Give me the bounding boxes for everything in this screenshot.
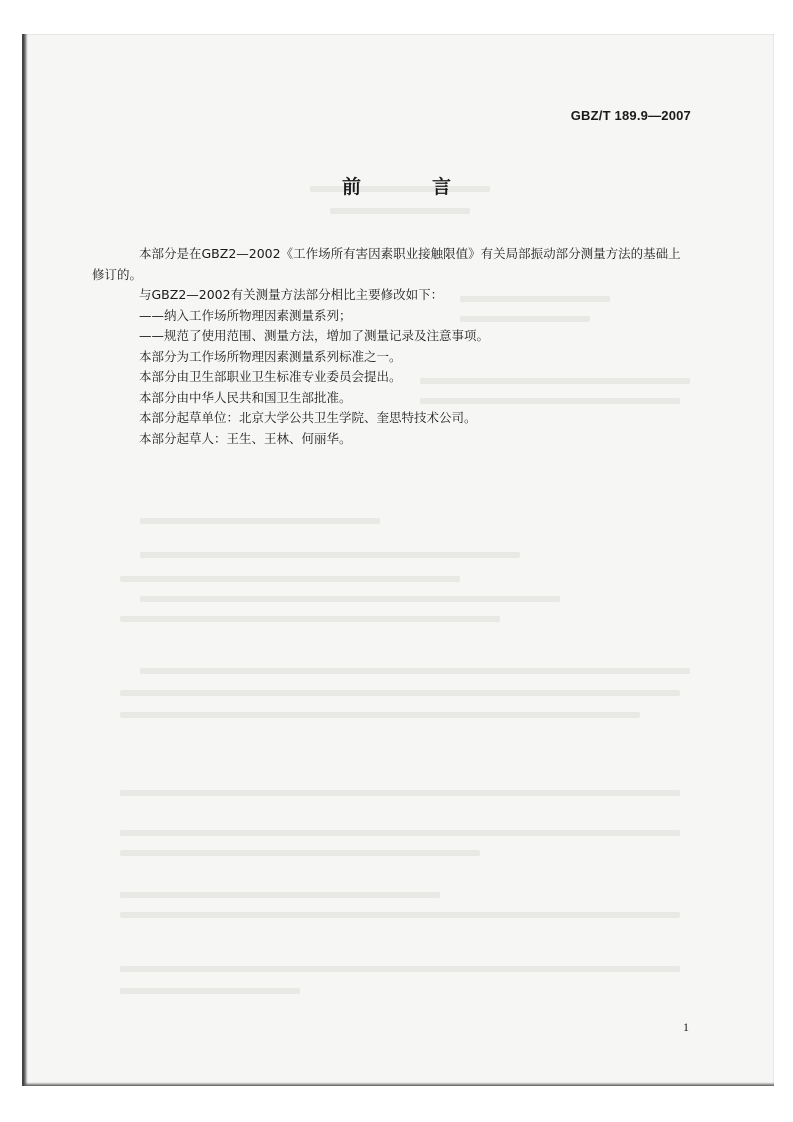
statement-line: 本部分为工作场所物理因素测量系列标准之一。 bbox=[139, 348, 402, 364]
page-number: 1 bbox=[683, 1020, 689, 1034]
changes-intro: 与GBZ2—2002有关测量方法部分相比主要修改如下： bbox=[139, 287, 444, 302]
bleed-through-line bbox=[140, 668, 690, 674]
bleed-through-line bbox=[140, 552, 520, 558]
statement-line: 本部分起草单位：北京大学公共卫生学院、奎思特技术公司。 bbox=[139, 410, 477, 425]
bleed-through-line bbox=[120, 790, 680, 796]
intro-paragraph-line: 本部分是在GBZ2—2002《工作场所有害因素职业接触限值》有关局部振动部分测量方法的基础上 bbox=[139, 246, 681, 261]
page-title: 前 言 bbox=[341, 176, 477, 198]
change-item: ——规范了使用范围、测量方法，增加了测量记录及注意事项。 bbox=[139, 328, 490, 343]
bleed-through-line bbox=[120, 850, 480, 856]
bleed-through-line bbox=[330, 208, 470, 214]
bleed-through-line bbox=[140, 596, 560, 602]
bleed-through-line bbox=[120, 690, 680, 696]
change-item: ——纳入工作场所物理因素测量系列； bbox=[139, 307, 352, 323]
bleed-through-line bbox=[120, 966, 680, 972]
bleed-through-line bbox=[120, 912, 680, 918]
intro-paragraph-line: 修订的。 bbox=[92, 266, 143, 282]
statement-line: 本部分起草人：王生、王林、何丽华。 bbox=[139, 430, 352, 446]
bleed-through-line bbox=[140, 518, 380, 524]
bleed-through-line bbox=[120, 576, 460, 582]
statement-line: 本部分由中华人民共和国卫生部批准。 bbox=[139, 389, 352, 405]
standard-code: GBZ/T 189.9—2007 bbox=[570, 108, 691, 123]
bleed-through-line bbox=[120, 830, 680, 836]
bleed-through-line bbox=[120, 712, 640, 718]
bleed-through-line bbox=[120, 616, 500, 622]
foreword-body bbox=[92, 244, 694, 449]
bleed-through-line bbox=[120, 892, 440, 898]
bleed-through-line bbox=[120, 988, 300, 994]
statement-line: 本部分由卫生部职业卫生标准专业委员会提出。 bbox=[139, 369, 402, 384]
